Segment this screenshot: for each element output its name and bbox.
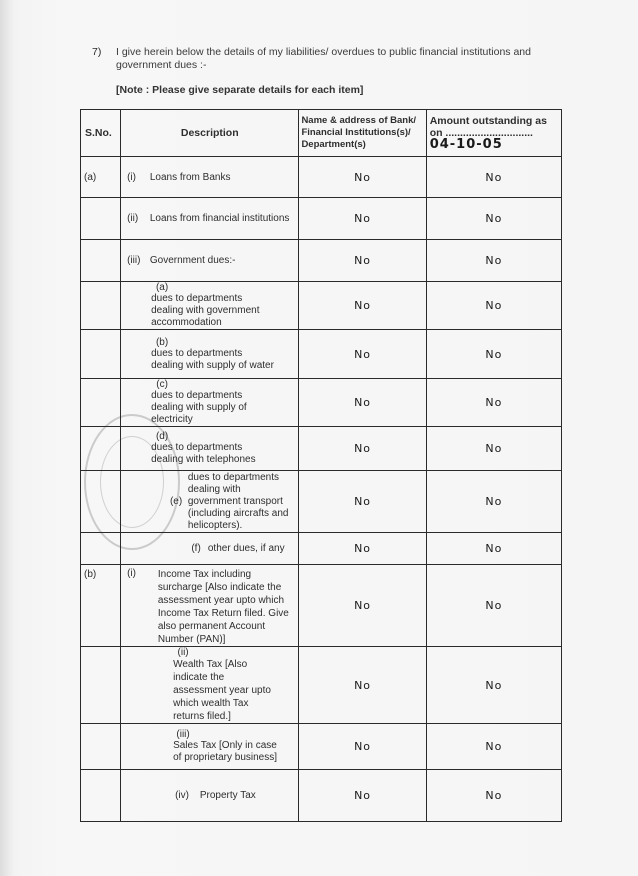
table-row xyxy=(81,282,562,330)
handwritten-value: No xyxy=(485,442,503,456)
table-row xyxy=(81,379,562,427)
handwritten-value: No xyxy=(354,212,372,225)
row-name-value xyxy=(299,565,426,647)
row-name-value xyxy=(299,647,426,724)
section-label xyxy=(81,533,121,565)
row-description xyxy=(121,427,299,471)
row-text: Sales Tax [Only in case of proprietary business] xyxy=(173,740,278,764)
row-text: Loans from financial institutions xyxy=(149,213,290,224)
row-amount-value xyxy=(426,427,561,471)
handwritten-value: No xyxy=(485,254,503,267)
row-amount-value xyxy=(426,157,561,198)
table-row xyxy=(81,565,562,647)
liabilities-table xyxy=(80,109,562,822)
item-number: 7) xyxy=(92,46,102,58)
handwritten-value: No xyxy=(485,495,503,509)
header-name: Name & address of Bank/ Financial Institutions(s)/ Department(s) xyxy=(299,110,426,157)
row-name-value xyxy=(299,330,426,379)
section-label xyxy=(81,770,121,822)
table-row xyxy=(81,330,562,379)
section-label xyxy=(81,427,121,471)
section-label xyxy=(81,379,121,427)
row-name-value xyxy=(299,282,426,330)
row-sub-label: (a) xyxy=(155,282,169,293)
row-name-value xyxy=(299,471,426,533)
row-description xyxy=(121,240,299,282)
handwritten-value: No xyxy=(485,789,503,803)
row-description xyxy=(121,565,299,647)
handwritten-value: No xyxy=(354,740,372,754)
row-amount-value xyxy=(426,724,561,770)
handwritten-value: No xyxy=(485,599,503,613)
row-text: Loans from Banks xyxy=(149,171,231,183)
row-amount-value xyxy=(426,533,561,565)
section-label xyxy=(81,198,121,240)
table-row xyxy=(81,647,562,724)
row-name-value xyxy=(299,240,426,282)
handwritten-value: No xyxy=(485,299,503,313)
table-row xyxy=(81,724,562,770)
row-sub-label: (ii) xyxy=(177,647,189,659)
row-description xyxy=(121,198,299,240)
row-description xyxy=(121,647,299,724)
row-sub-label: (d) xyxy=(155,431,169,443)
intro-text: I give herein below the details of my liabilities/ overdues to public financial institutions and government dues :- xyxy=(116,46,531,71)
row-text: dues to departments dealing with supply of water xyxy=(151,347,274,371)
header-amount-date: 04-10-05 xyxy=(429,137,503,152)
row-amount-value xyxy=(426,379,561,427)
handwritten-value: No xyxy=(485,542,503,556)
table-row xyxy=(81,157,562,198)
handwritten-value: No xyxy=(354,678,372,692)
row-text: dues to departments dealing with supply of electricity xyxy=(151,390,247,426)
section-label xyxy=(81,724,121,770)
table-row xyxy=(81,427,562,471)
handwritten-value: No xyxy=(354,254,372,267)
section-label xyxy=(81,240,121,282)
row-name-value xyxy=(299,533,426,565)
row-name-value xyxy=(299,770,426,822)
row-description xyxy=(121,157,299,198)
row-amount-value xyxy=(426,240,561,282)
row-description xyxy=(121,770,299,822)
handwritten-value: No xyxy=(354,599,372,613)
header-row xyxy=(81,110,562,157)
row-amount-value xyxy=(426,330,561,379)
handwritten-value: No xyxy=(485,740,503,754)
row-roman: (iv) xyxy=(175,790,189,802)
header-amount-prefix: on .............................. xyxy=(429,127,533,139)
handwritten-value: No xyxy=(485,170,503,184)
row-amount-value xyxy=(426,471,561,533)
row-text: Income Tax including surcharge [Also indicate the assessment year upto which Income Tax Return filed. Give also permanent Account Number (PAN)] xyxy=(157,569,289,646)
row-text: Government dues:- xyxy=(149,255,236,266)
handwritten-value: No xyxy=(354,789,372,803)
table-row xyxy=(81,198,562,240)
handwritten-value: No xyxy=(354,396,372,410)
row-text: Property Tax xyxy=(199,790,256,802)
section-label xyxy=(81,647,121,724)
row-amount-value xyxy=(426,647,561,724)
row-sub-label: (iii) xyxy=(176,729,190,741)
handwritten-value: No xyxy=(354,170,372,184)
handwritten-value: No xyxy=(354,347,372,361)
handwritten-value: No xyxy=(354,495,372,509)
table-row xyxy=(81,471,562,533)
row-text: dues to departments dealing with government accommodation xyxy=(151,293,260,329)
row-sub-label: (e) xyxy=(169,496,183,508)
row-description xyxy=(121,282,299,330)
header-description: Description xyxy=(121,110,299,157)
handwritten-value: No xyxy=(354,299,372,313)
note-text: [Note : Please give separate details for each item] xyxy=(116,84,364,96)
row-description xyxy=(121,471,299,533)
row-roman: (ii) xyxy=(127,213,139,224)
section-label: (a) xyxy=(81,157,121,198)
row-text: Wealth Tax [Also indicate the assessment year upto which wealth Tax returns filed.] xyxy=(173,659,271,723)
header-amount xyxy=(426,110,561,157)
row-name-value xyxy=(299,379,426,427)
handwritten-value: No xyxy=(485,396,503,410)
section-label xyxy=(81,471,121,533)
row-sub-label: (f) xyxy=(191,543,201,555)
table-row xyxy=(81,533,562,565)
row-description xyxy=(121,533,299,565)
row-name-value xyxy=(299,427,426,471)
row-description xyxy=(121,330,299,379)
handwritten-value: No xyxy=(485,347,503,361)
row-text: other dues, if any xyxy=(207,543,285,555)
section-label xyxy=(81,330,121,379)
row-amount-value xyxy=(426,282,561,330)
row-description xyxy=(121,724,299,770)
handwritten-value: No xyxy=(485,678,503,692)
row-text: dues to departments dealing with telephones xyxy=(151,442,256,466)
row-description xyxy=(121,379,299,427)
header-amount-label: Amount outstanding as xyxy=(429,115,547,127)
row-name-value xyxy=(299,724,426,770)
handwritten-value: No xyxy=(485,212,503,225)
table-row xyxy=(81,770,562,822)
handwritten-value: No xyxy=(354,542,372,556)
row-sub-label: (c) xyxy=(156,379,168,391)
row-name-value xyxy=(299,198,426,240)
row-amount-value xyxy=(426,198,561,240)
row-amount-value xyxy=(426,770,561,822)
row-amount-value xyxy=(426,565,561,647)
section-label xyxy=(81,282,121,330)
section-label: (b) xyxy=(81,565,121,647)
row-roman: (i) xyxy=(127,568,136,580)
row-text: dues to departments dealing with government transport (including aircrafts and helicopters). xyxy=(187,471,289,531)
table-row xyxy=(81,240,562,282)
handwritten-value: No xyxy=(354,442,372,456)
header-sno: S.No. xyxy=(81,110,121,157)
row-name-value xyxy=(299,157,426,198)
row-roman: (iii) xyxy=(127,255,141,266)
row-roman: (i) xyxy=(127,171,136,183)
row-sub-label: (b) xyxy=(155,336,169,348)
